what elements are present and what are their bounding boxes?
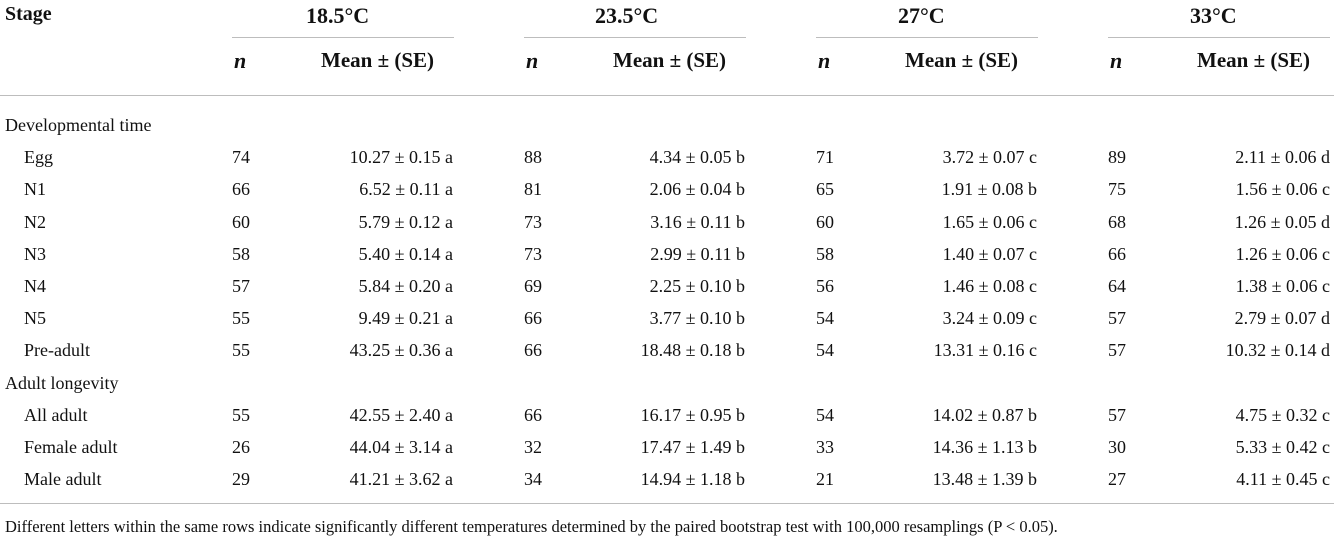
n-value: 55 bbox=[232, 404, 250, 425]
mean-column-header: Mean ± (SE) bbox=[613, 48, 727, 72]
stage-label: N4 bbox=[24, 276, 46, 296]
mean-se-value: 2.25 ± 0.10 b bbox=[649, 276, 745, 296]
n-value: 32 bbox=[524, 437, 542, 457]
section-title: Developmental time bbox=[5, 115, 152, 135]
group-rule bbox=[816, 37, 1038, 38]
n-value: 64 bbox=[1108, 276, 1126, 296]
mean-se-value: 14.36 ± 1.13 b bbox=[932, 437, 1037, 457]
group-rule bbox=[1108, 37, 1330, 38]
n-value: 58 bbox=[232, 243, 250, 264]
mean-column-header: Mean ± (SE) bbox=[1197, 48, 1311, 72]
n-value: 30 bbox=[1108, 437, 1126, 457]
mean-se-value: 13.48 ± 1.39 b bbox=[932, 469, 1037, 490]
mean-se-value: 43.25 ± 0.36 a bbox=[349, 340, 453, 361]
stage-label: Female adult bbox=[24, 437, 118, 457]
mean-se-value: 1.46 ± 0.08 c bbox=[942, 276, 1037, 296]
mean-se-value: 14.02 ± 0.87 b bbox=[932, 404, 1037, 425]
n-value: 54 bbox=[816, 340, 834, 361]
stage-label: Male adult bbox=[24, 469, 102, 490]
n-value: 21 bbox=[816, 469, 834, 490]
mean-se-value: 5.79 ± 0.12 a bbox=[358, 211, 453, 232]
temperature-header: 27°C bbox=[898, 3, 945, 28]
n-value: 34 bbox=[524, 469, 542, 490]
n-column-header: n bbox=[234, 48, 247, 73]
bottom-rule bbox=[0, 503, 1334, 504]
n-value: 57 bbox=[1108, 308, 1126, 329]
temperature-header: 23.5°C bbox=[595, 3, 659, 28]
n-value: 55 bbox=[232, 308, 250, 329]
mean-se-value: 10.32 ± 0.14 d bbox=[1225, 340, 1330, 361]
section-title: Adult longevity bbox=[5, 372, 119, 393]
table-subheader-row bbox=[0, 48, 1334, 78]
n-value: 27 bbox=[1108, 469, 1126, 490]
n-value: 73 bbox=[524, 243, 542, 264]
n-value: 57 bbox=[1108, 404, 1126, 425]
mean-se-value: 1.38 ± 0.06 c bbox=[1235, 276, 1330, 296]
mean-se-value: 42.55 ± 2.40 a bbox=[349, 404, 453, 425]
n-value: 75 bbox=[1108, 179, 1126, 200]
n-value: 81 bbox=[524, 179, 542, 200]
mean-se-value: 1.40 ± 0.07 c bbox=[942, 243, 1037, 264]
n-value: 66 bbox=[232, 179, 250, 200]
mean-se-value: 4.75 ± 0.32 c bbox=[1235, 404, 1330, 425]
mean-se-value: 10.27 ± 0.15 a bbox=[349, 147, 453, 168]
n-value: 26 bbox=[232, 437, 250, 457]
mean-se-value: 1.26 ± 0.06 c bbox=[1235, 243, 1330, 264]
mean-se-value: 17.47 ± 1.49 b bbox=[640, 437, 745, 457]
n-column-header: n bbox=[526, 48, 539, 73]
mean-se-value: 44.04 ± 3.14 a bbox=[349, 437, 453, 457]
n-value: 60 bbox=[816, 211, 834, 232]
mean-se-value: 41.21 ± 3.62 a bbox=[349, 469, 453, 490]
n-value: 74 bbox=[232, 147, 250, 168]
mean-se-value: 13.31 ± 0.16 c bbox=[933, 340, 1037, 361]
n-value: 54 bbox=[816, 308, 834, 329]
n-value: 88 bbox=[524, 147, 542, 168]
mean-se-value: 18.48 ± 0.18 b bbox=[640, 340, 745, 361]
temperature-header: 33°C bbox=[1190, 3, 1237, 28]
mean-se-value: 16.17 ± 0.95 b bbox=[640, 404, 745, 425]
n-value: 69 bbox=[524, 276, 542, 296]
n-value: 56 bbox=[816, 276, 834, 296]
header-rule bbox=[0, 95, 1334, 96]
n-value: 57 bbox=[1108, 340, 1126, 361]
n-value: 54 bbox=[816, 404, 834, 425]
group-rule bbox=[232, 37, 454, 38]
stage-label: N2 bbox=[24, 211, 46, 232]
mean-se-value: 4.11 ± 0.45 c bbox=[1236, 469, 1330, 490]
n-column-header: n bbox=[818, 48, 831, 73]
n-value: 66 bbox=[1108, 243, 1126, 264]
stage-label: Egg bbox=[24, 147, 53, 168]
n-value: 58 bbox=[816, 243, 834, 264]
mean-se-value: 3.77 ± 0.10 b bbox=[649, 308, 745, 329]
temperature-header: 18.5°C bbox=[306, 3, 370, 28]
n-value: 65 bbox=[816, 179, 834, 200]
mean-se-value: 3.24 ± 0.09 c bbox=[942, 308, 1037, 329]
group-rule bbox=[524, 37, 746, 38]
n-value: 60 bbox=[232, 211, 250, 232]
n-value: 66 bbox=[524, 308, 542, 329]
stage-label: All adult bbox=[24, 404, 88, 425]
mean-se-value: 1.26 ± 0.05 d bbox=[1234, 211, 1330, 232]
mean-se-value: 2.11 ± 0.06 d bbox=[1235, 147, 1330, 168]
mean-column-header: Mean ± (SE) bbox=[905, 48, 1019, 72]
mean-se-value: 3.16 ± 0.11 b bbox=[650, 211, 745, 232]
table-header-row bbox=[0, 3, 1334, 33]
mean-se-value: 2.06 ± 0.04 b bbox=[649, 179, 745, 200]
mean-se-value: 4.34 ± 0.05 b bbox=[649, 147, 745, 168]
n-value: 57 bbox=[232, 276, 250, 296]
mean-se-value: 5.84 ± 0.20 a bbox=[358, 276, 453, 296]
n-value: 71 bbox=[816, 147, 834, 168]
stage-label: Pre-adult bbox=[24, 340, 90, 361]
n-column-header: n bbox=[1110, 48, 1123, 73]
stage-label: N1 bbox=[24, 179, 46, 200]
n-value: 55 bbox=[232, 340, 250, 361]
mean-se-value: 1.65 ± 0.06 c bbox=[942, 211, 1037, 232]
n-value: 66 bbox=[524, 340, 542, 361]
mean-se-value: 6.52 ± 0.11 a bbox=[359, 179, 453, 200]
mean-se-value: 2.79 ± 0.07 d bbox=[1234, 308, 1330, 329]
n-value: 73 bbox=[524, 211, 542, 232]
mean-se-value: 2.99 ± 0.11 b bbox=[650, 243, 745, 264]
mean-column-header: Mean ± (SE) bbox=[321, 48, 435, 72]
mean-se-value: 9.49 ± 0.21 a bbox=[358, 308, 453, 329]
mean-se-value: 1.56 ± 0.06 c bbox=[1235, 179, 1330, 200]
n-value: 89 bbox=[1108, 147, 1126, 168]
mean-se-value: 1.91 ± 0.08 b bbox=[941, 179, 1037, 200]
stage-label: N5 bbox=[24, 308, 46, 329]
n-value: 29 bbox=[232, 469, 250, 490]
mean-se-value: 5.33 ± 0.42 c bbox=[1235, 437, 1330, 457]
n-value: 68 bbox=[1108, 211, 1126, 232]
mean-se-value: 3.72 ± 0.07 c bbox=[942, 147, 1037, 168]
n-value: 33 bbox=[816, 437, 834, 457]
table-footnote: Different letters within the same rows indicate significantly different temperatures determined by the paired bootstrap test with 100,000 resamplings (P < 0.05). bbox=[5, 517, 1058, 536]
mean-se-value: 5.40 ± 0.14 a bbox=[358, 243, 453, 264]
n-value: 66 bbox=[524, 404, 542, 425]
stage-column-header: Stage bbox=[5, 3, 52, 25]
mean-se-value: 14.94 ± 1.18 b bbox=[640, 469, 745, 490]
stage-label: N3 bbox=[24, 243, 46, 264]
